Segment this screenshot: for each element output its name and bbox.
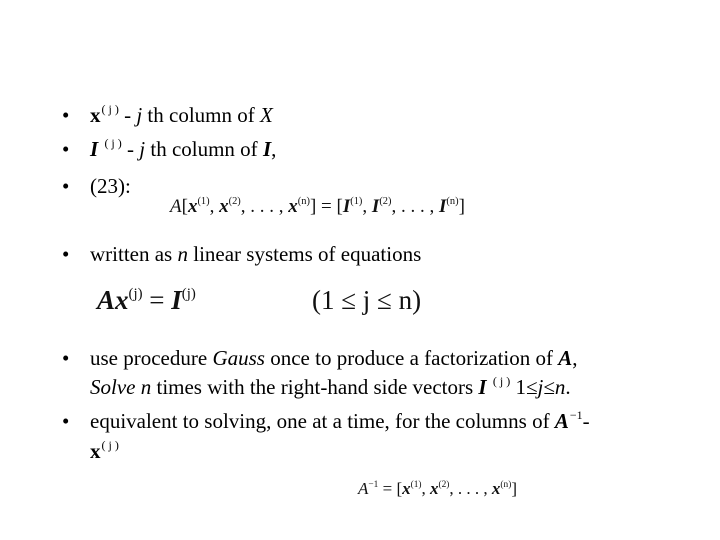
eq-x: x (187, 196, 198, 217)
eq-bracket: ] (309, 196, 317, 217)
I-superscript: ( j ) (104, 136, 122, 150)
bullet-text-2 (90, 137, 276, 164)
equation-range (312, 285, 421, 316)
text: linear systems of equations (193, 242, 422, 266)
eq-x: x (491, 479, 501, 498)
gauss-word: Gauss (212, 346, 265, 370)
bullet-icon: • (62, 174, 70, 198)
text: equivalent to solving, one at a time, for the columns of (90, 409, 550, 433)
bullet-icon: • (62, 409, 70, 433)
A-symbol: A (558, 346, 573, 370)
n-symbol: n (140, 375, 152, 399)
eq-sup: (n) (446, 196, 459, 208)
eq-x: x (430, 479, 439, 498)
A-symbol: A (554, 409, 569, 433)
eq-comma: , (209, 196, 215, 217)
x-superscript: ( j ) (101, 102, 119, 116)
text: use procedure (90, 346, 208, 370)
eq-dots: , . . . , (240, 196, 284, 217)
x-symbol: x (90, 103, 101, 127)
eq-sup: (j) (128, 285, 143, 302)
n-symbol: n (177, 242, 188, 266)
I-symbol: I (90, 137, 99, 161)
eq-A: A (170, 196, 182, 217)
comma: , (572, 346, 578, 370)
bullet-text-4 (90, 242, 421, 266)
n-symbol: n (554, 375, 566, 399)
eq-bracket: [ (336, 196, 343, 217)
eq-sup: (1) (197, 196, 210, 208)
eq-comma: , (362, 196, 368, 217)
equation-inverse (358, 479, 517, 499)
j-symbol: j (136, 103, 143, 127)
eq-A: A (358, 479, 369, 498)
bullet-icon: • (62, 137, 70, 161)
eq-x: x (288, 196, 298, 217)
eq-bracket: [ (181, 196, 188, 217)
eq-bracket: ] (458, 196, 465, 217)
bullet-text-6 (90, 409, 590, 436)
eq-x: x (402, 479, 411, 498)
eq-equals: = (321, 196, 332, 217)
eq-sup: (n) (297, 196, 310, 208)
eq-sup: (2) (228, 196, 241, 208)
eq-I: I (438, 196, 447, 217)
bullet-icon: • (62, 242, 70, 266)
eq-I: I (342, 196, 351, 217)
solve-word: Solve (90, 375, 136, 399)
bullet-text-5-cont (90, 375, 571, 402)
eq-sup: (j) (181, 285, 196, 302)
X-symbol: X (260, 103, 273, 127)
le-symbol: ≤ (543, 375, 555, 399)
eq-x: x (219, 196, 229, 217)
A-superscript: −1 (569, 408, 583, 422)
eq-sup: (2) (438, 480, 450, 490)
eq-x: x (115, 285, 129, 315)
eq-dots: , . . . , (391, 196, 435, 217)
bullet-text-6-cont (90, 439, 119, 466)
eq-sup: −1 (368, 480, 379, 490)
range-one: 1≤ (515, 375, 538, 399)
text: once to produce a factorization of (270, 346, 554, 370)
text: written as (90, 242, 173, 266)
bullet-text-1 (90, 103, 273, 130)
j-symbol: j (537, 375, 544, 399)
equation-linear-system (97, 285, 196, 316)
equation-ref: (23): (90, 174, 131, 198)
eq-A: A (97, 285, 116, 315)
comma: , (271, 137, 277, 161)
eq-bracket: ] (511, 479, 517, 498)
I-symbol: I (478, 375, 487, 399)
eq-range: (1 ≤ j ≤ n) (312, 285, 422, 315)
j-symbol: j (139, 137, 146, 161)
eq-dots: , . . . , (449, 479, 488, 498)
period: . (565, 375, 571, 399)
dash: - (582, 409, 590, 433)
text: times with the right-hand side vectors (156, 375, 474, 399)
column-text: th column of (147, 103, 255, 127)
bullet-icon: • (62, 103, 70, 127)
I-superscript: ( j ) (492, 374, 511, 388)
dash: - (124, 103, 132, 127)
eq-I: I (171, 285, 182, 315)
bullet-text-5 (90, 346, 578, 370)
eq-sup: (1) (350, 196, 363, 208)
eq-equals: = (149, 285, 165, 315)
I-symbol: I (262, 137, 272, 161)
eq-bracket: [ (396, 479, 403, 498)
x-superscript: ( j ) (101, 438, 119, 452)
dash: - (127, 137, 135, 161)
eq-comma: , (421, 479, 426, 498)
eq-sup: (1) (410, 480, 422, 490)
column-text: th column of (150, 137, 258, 161)
eq-equals: = (382, 479, 393, 498)
equation-block-matrix (170, 196, 465, 218)
x-symbol: x (90, 439, 101, 463)
bullet-icon: • (62, 346, 70, 370)
eq-sup: (n) (500, 480, 512, 490)
eq-I: I (371, 196, 380, 217)
eq-sup: (2) (379, 196, 392, 208)
